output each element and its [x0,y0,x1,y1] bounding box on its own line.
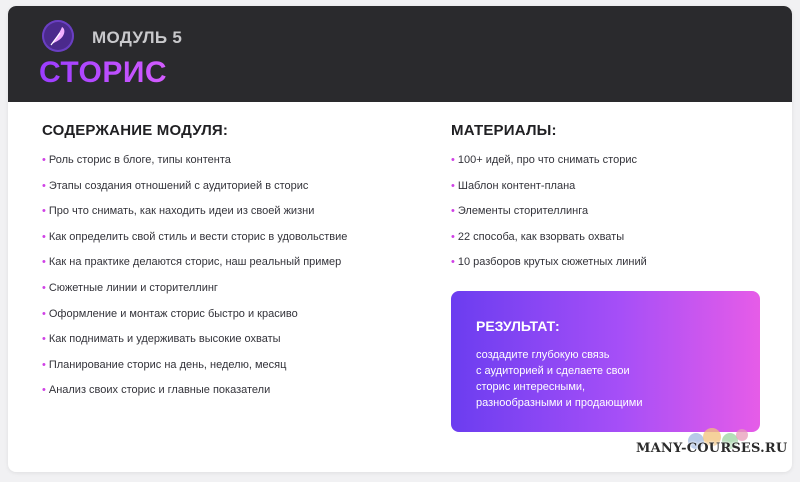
module-header [8,6,792,102]
feather-logo-icon [42,20,74,52]
content-item [42,333,422,359]
result-line: с аудиторией и сделаете свои [476,365,630,377]
content-item-label: Как на практике делаются сторис, наш реальный пример [48,256,342,269]
content-item-label: Как определить свой стиль и вести сторис в удовольствие [48,230,348,243]
materials-item [451,231,771,257]
bullet-dot-icon: • [451,205,455,218]
content-item-label: Этапы создания отношений с аудиторией в сторис [48,179,309,192]
materials-item-label: Шаблон контент-плана [457,179,576,192]
content-item [42,308,422,334]
result-line: создадите глубокую связь [476,349,610,361]
bullet-dot-icon: • [42,333,46,346]
bullet-dot-icon: • [42,230,46,243]
bullet-dot-icon: • [451,179,455,192]
bullet-dot-icon: • [42,205,46,218]
result-line: сторис интересными, [476,381,586,393]
content-item [42,231,422,257]
materials-item-label: 10 разборов крутых сюжетных линий [457,256,647,269]
materials-item [451,256,771,282]
materials-item [451,180,771,206]
bullet-dot-icon: • [42,384,46,397]
module-card [8,6,792,472]
result-box [451,291,760,432]
watermark-text: MANY-COURSES.RU [636,441,788,456]
materials-heading: МАТЕРИАЛЫ: [451,122,557,139]
bullet-dot-icon: • [451,256,455,269]
content-heading: СОДЕРЖАНИЕ МОДУЛЯ: [42,122,229,139]
content-item-label: Анализ своих сторис и главные показатели [48,384,271,397]
materials-item-label: 100+ идей, про что снимать сторис [457,154,637,166]
bullet-dot-icon: • [42,281,46,294]
module-number-label: МОДУЛЬ 5 [92,28,183,47]
bullet-dot-icon: • [42,307,46,320]
content-list [42,154,422,410]
content-item [42,180,422,206]
content-item [42,256,422,282]
materials-item-label: Элементы сторителлинга [457,205,589,218]
bullet-dot-icon: • [42,179,46,192]
materials-list [451,154,771,282]
content-item [42,359,422,385]
content-item-label: Как поднимать и удерживать высокие охваты [48,333,281,346]
content-item-label: Про что снимать, как находить идеи из своей жизни [48,205,315,218]
bullet-dot-icon: • [42,358,46,371]
result-line: разнообразными и продающими [476,397,643,409]
bullet-dot-icon: • [42,154,46,166]
bullet-dot-icon: • [451,154,455,166]
bullet-dot-icon: • [42,256,46,269]
content-item [42,154,422,180]
content-item-label: Сюжетные линии и сторителлинг [48,281,218,294]
materials-item [451,205,771,231]
content-item-label: Планирование сторис на день, неделю, месяц [48,358,287,371]
bullet-dot-icon: • [451,230,455,243]
result-description [476,347,716,411]
content-item [42,205,422,231]
content-item [42,282,422,308]
materials-item [451,154,771,180]
materials-item-label: 22 способа, как взорвать охваты [457,230,625,243]
content-item-label: Оформление и монтаж сторис быстро и красиво [48,307,298,320]
content-item-label: Роль сторис в блоге, типы контента [48,154,231,166]
result-title: РЕЗУЛЬТАТ: [476,318,560,334]
module-title: СТОРИС [39,56,168,89]
content-item [42,384,422,410]
